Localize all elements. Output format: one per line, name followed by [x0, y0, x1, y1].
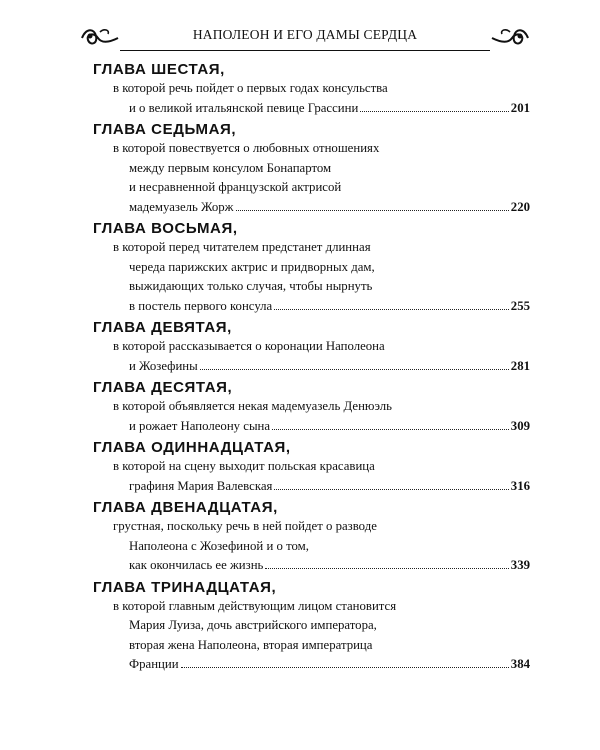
dot-leader: [274, 309, 509, 310]
toc-entry-6: [93, 60, 530, 118]
chapter-description-line: и несравненной французской актрисой: [129, 180, 342, 194]
chapter-title: ГЛАВА ДЕВЯТАЯ,: [93, 319, 232, 336]
header-rule: [120, 50, 490, 51]
chapter-description-line: мадемуазель Жорж: [129, 199, 234, 214]
toc-entry-12: [93, 498, 530, 576]
chapter-description-line: Франции: [129, 657, 179, 671]
running-header: [80, 22, 530, 58]
page-number: 201: [510, 100, 530, 115]
toc-entry-13: [93, 578, 530, 675]
chapter-description-line: графиня Мария Валевская: [129, 478, 273, 493]
chapter-title: ГЛАВА ДВЕНАДЦАТАЯ,: [93, 499, 278, 516]
chapter-description-line: как окончилась ее жизнь: [129, 558, 264, 572]
chapter-title: ГЛАВА СЕДЬМАЯ,: [93, 121, 237, 138]
chapter-description-line: в которой рассказывается о коронации Наполеона: [113, 339, 385, 353]
dot-leader: [200, 369, 509, 370]
chapter-title: ГЛАВА ШЕСТАЯ,: [93, 61, 225, 78]
table-of-contents: [93, 60, 530, 677]
chapter-description-line: выжидающих только случая, чтобы нырнуть: [129, 279, 373, 293]
toc-entry-9: [93, 318, 530, 376]
chapter-description-line: Наполеона с Жозефиной и о том,: [129, 538, 309, 553]
toc-entry-10: [93, 378, 530, 436]
toc-entry-8: [93, 219, 530, 316]
page-number: 281: [510, 358, 530, 373]
chapter-title: ГЛАВА ДЕСЯТАЯ,: [93, 379, 233, 396]
chapter-description-last-line: [93, 357, 530, 377]
chapter-description-last-line: [93, 556, 530, 576]
page-number: 316: [510, 478, 530, 493]
chapter-title: ГЛАВА ВОСЬМАЯ,: [93, 220, 238, 237]
chapter-description-line: между первым консулом Бонапартом: [129, 160, 332, 175]
chapter-description-line: Мария Луиза, дочь австрийского императора,: [129, 618, 377, 632]
chapter-description-line: в постель первого консула: [129, 298, 273, 313]
dot-leader: [181, 667, 509, 668]
chapter-description-line: в которой главным действующим лицом становится: [113, 598, 397, 613]
chapter-description-last-line: [93, 417, 530, 437]
chapter-description-line: в которой перед читателем предстанет длинная: [113, 240, 371, 254]
page-number: 220: [510, 199, 530, 214]
dot-leader: [274, 489, 508, 490]
chapter-description-line: в которой речь пойдет о первых годах консульства: [113, 81, 388, 95]
chapter-description-last-line: [93, 477, 530, 497]
chapter-description-line: и Жозефины: [129, 358, 198, 373]
chapter-description-line: и рожает Наполеону сына: [129, 418, 271, 433]
chapter-description-last-line: [93, 99, 530, 119]
chapter-title: ГЛАВА ТРИНАДЦАТАЯ,: [93, 578, 277, 596]
chapter-description-line: в которой объявляется некая мадемуазель Денюэль: [113, 399, 392, 413]
ornament-left-icon: [80, 24, 120, 48]
chapter-description-line: череда парижских актрис и придворных дам,: [129, 259, 375, 274]
chapter-description-last-line: [93, 297, 530, 317]
chapter-description-last-line: [93, 198, 530, 218]
chapter-description-line: вторая жена Наполеона, вторая императрица: [129, 637, 373, 652]
chapter-description-line: и о великой итальянской певице Грассини: [129, 100, 359, 115]
chapter-description-line: в которой повествуется о любовных отношениях: [113, 141, 380, 155]
chapter-description-line: в которой на сцену выходит польская красавица: [113, 459, 375, 473]
dot-leader: [272, 429, 509, 430]
dot-leader: [236, 210, 509, 211]
page-number: 309: [510, 418, 530, 433]
page-number: 339: [510, 558, 530, 572]
dot-leader: [360, 111, 508, 112]
chapter-description-line: грустная, поскольку речь в ней пойдет о разводе: [113, 519, 377, 533]
chapter-title: ГЛАВА ОДИННАДЦАТАЯ,: [93, 439, 291, 456]
running-head-title: НАПОЛЕОН И ЕГО ДАМЫ СЕРДЦА: [192, 27, 418, 42]
ornament-right-icon: [490, 24, 530, 48]
dot-leader: [265, 568, 508, 569]
page-number: 384: [510, 657, 530, 671]
toc-entry-11: [93, 438, 530, 496]
page-number: 255: [510, 298, 530, 313]
toc-entry-7: [93, 120, 530, 217]
chapter-description-last-line: [93, 655, 530, 675]
